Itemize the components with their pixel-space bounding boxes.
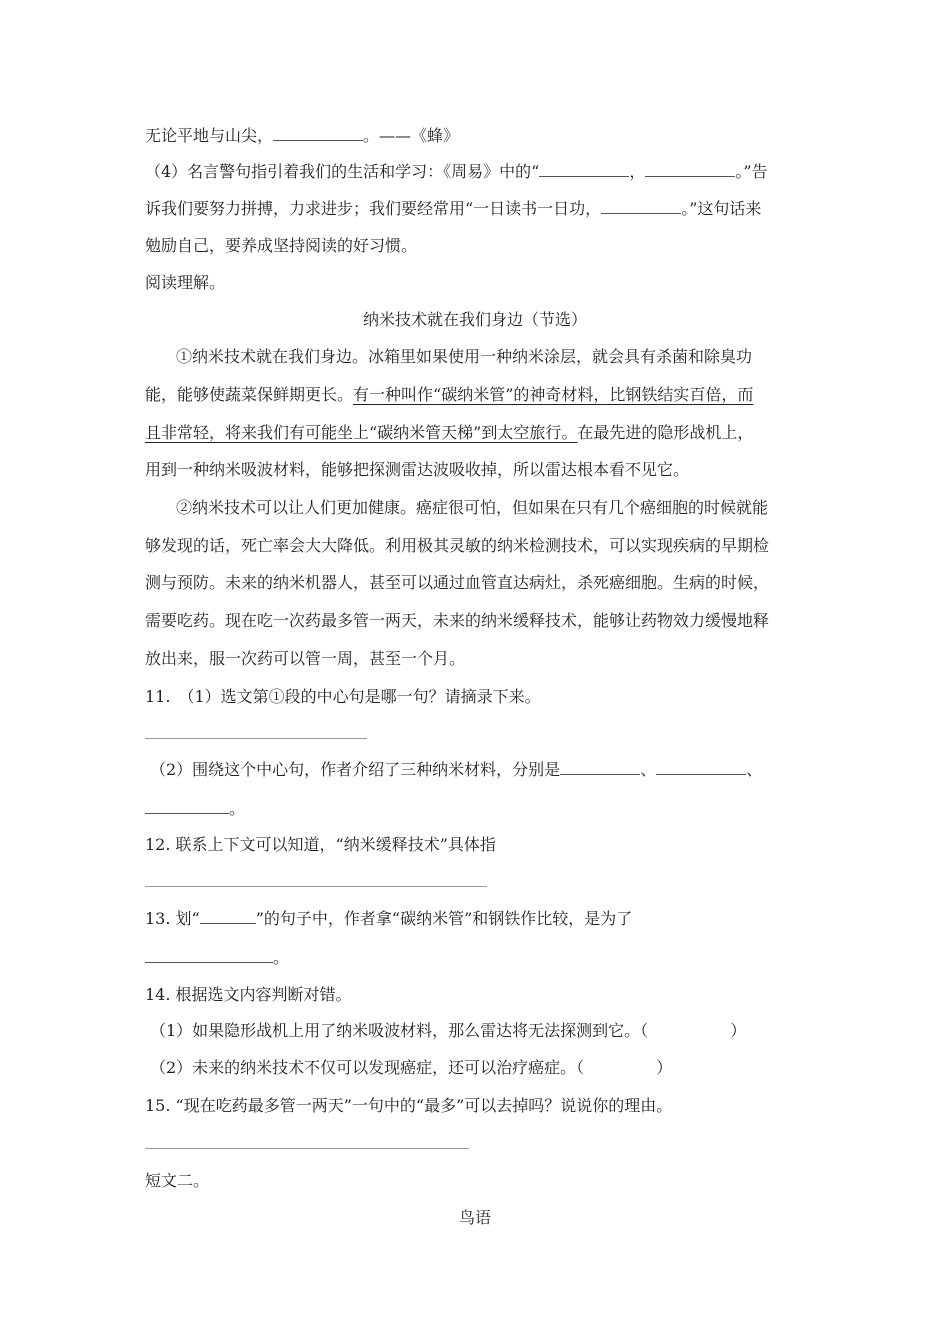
q11-part2-cont: 。 bbox=[145, 799, 245, 819]
answer-blank[interactable] bbox=[145, 948, 273, 963]
answer-blank[interactable] bbox=[145, 799, 229, 814]
answer-blank[interactable] bbox=[200, 909, 256, 924]
answer-blank[interactable] bbox=[656, 760, 746, 775]
q14-statement-2: （2）未来的纳米技术不仅可以发现癌症，还可以治疗癌症。（ ） bbox=[150, 1058, 673, 1077]
q15-text: 15. “现在吃药最多管一两天”一句中的“最多”可以去掉吗？说说你的理由。 bbox=[145, 1096, 673, 1115]
q14-text: 14. 根据选文内容判断对错。 bbox=[145, 985, 352, 1004]
q11-part1: 11. （1）选文第①段的中心句是哪一句？请摘录下来。 bbox=[145, 687, 541, 706]
article-p1-line-2: 能，能够使蔬菜保鲜期更长。有一种叫作“碳纳米管”的神奇材料，比钢铁结实百倍，而 bbox=[145, 385, 754, 404]
q13-cont: 。 bbox=[145, 948, 289, 968]
answer-blank[interactable] bbox=[645, 162, 735, 177]
section-label: 阅读理解。 bbox=[145, 273, 226, 292]
answer-blank[interactable] bbox=[560, 760, 640, 775]
q13-text: 13. 划“ ”的句子中，作者拿“碳纳米管”和钢铁作比较，是为了 bbox=[145, 909, 633, 928]
article-p2-line-1: ②纳米技术可以让人们更加健康。癌症很可怕，但如果在只有几个癌细胞的时候就能 bbox=[176, 498, 769, 517]
q4-line-3: 勉励自己，要养成坚持阅读的好习惯。 bbox=[145, 236, 418, 255]
article-p2-line-2: 够发现的话，死亡率会大大降低。利用极其灵敏的纳米检测技术，可以实现疾病的早期检 bbox=[145, 536, 770, 555]
article-p2-line-3: 测与预防。未来的纳米机器人，甚至可以通过血管直达病灶，杀死癌细胞。生病的时候， bbox=[145, 573, 770, 592]
short-text-2-label: 短文二。 bbox=[145, 1171, 210, 1190]
q4-line-2: 诉我们要努力拼搏，力求进步；我们要经常用“一日读书一日功， 。”这句话来 bbox=[145, 199, 762, 218]
answer-blank[interactable] bbox=[273, 126, 363, 141]
article-p1-line-1: ①纳米技术就在我们身边。冰箱里如果使用一种纳米涂层，就会具有杀菌和除臭功 bbox=[176, 347, 753, 366]
q4-line-1: （4）名言警句指引着我们的生活和学习：《周易》中的“ ， 。”告 bbox=[145, 162, 768, 181]
q11-part2: （2）围绕这个中心句，作者介绍了三种纳米材料，分别是 、 、 bbox=[150, 760, 763, 779]
q14-statement-1: （1）如果隐形战机上用了纳米吸波材料，那么雷达将无法探测到它。（ ） bbox=[150, 1021, 747, 1040]
poem-end-line: 无论平地与山尖， 。——《蜂》 bbox=[145, 126, 460, 145]
answer-line[interactable] bbox=[145, 1148, 469, 1149]
article-p2-line-4: 需要吃药。现在吃一次药最多管一两天，未来的纳米缓释技术，能够让药物效力缓慢地释 bbox=[145, 611, 770, 630]
article-p2-line-5: 放出来，服一次药可以管一周，甚至一个月。 bbox=[145, 649, 466, 668]
answer-blank[interactable] bbox=[601, 199, 681, 214]
article-p1-line-3: 且非常轻，将来我们有可能坐上“碳纳米管天梯”到太空旅行。在最先进的隐形战机上， bbox=[145, 423, 754, 442]
underlined-sentence: 有一种叫作“碳纳米管”的神奇材料，比钢铁结实百倍，而 bbox=[353, 385, 754, 404]
underlined-sentence: 且非常轻，将来我们有可能坐上“碳纳米管天梯”到太空旅行。 bbox=[145, 423, 578, 442]
answer-line[interactable] bbox=[145, 886, 487, 887]
short-text-2-title: 鸟语 bbox=[458, 1208, 491, 1227]
q12-text: 12. 联系上下文可以知道，“纳米缓释技术”具体指 bbox=[145, 835, 496, 854]
answer-blank[interactable] bbox=[539, 162, 629, 177]
article-p1-line-4: 用到一种纳米吸波材料，能够把探测雷达波吸收掉，所以雷达根本看不见它。 bbox=[145, 460, 690, 479]
article-title: 纳米技术就在我们身边（节选） bbox=[362, 310, 587, 329]
answer-line[interactable] bbox=[145, 738, 367, 739]
